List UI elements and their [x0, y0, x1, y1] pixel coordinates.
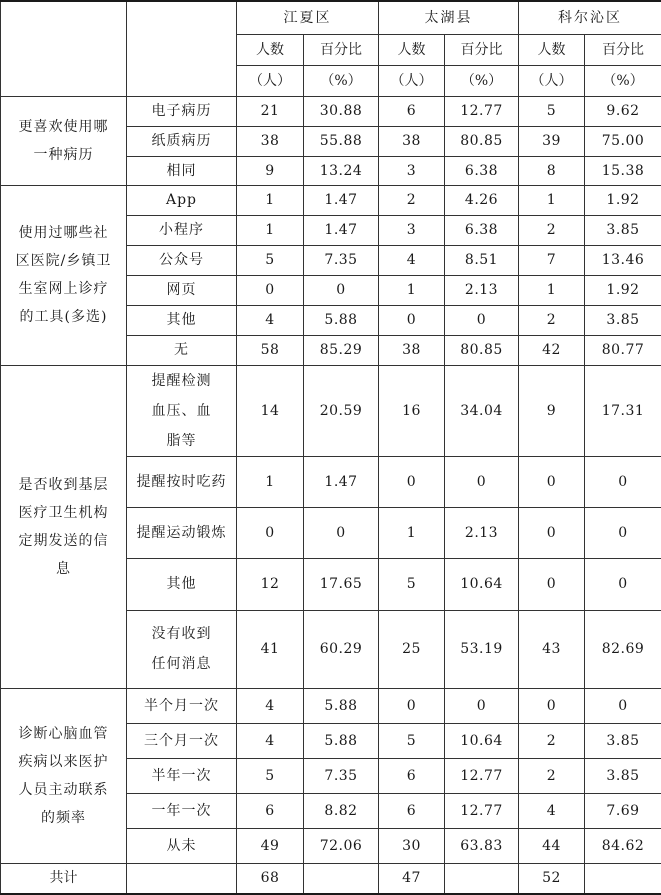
row-item-label: 半个月一次 [127, 688, 237, 723]
count-cell-jiangxia: 4 [237, 688, 304, 723]
count-header: 人数 [379, 34, 445, 65]
count-unit: （人） [237, 65, 304, 96]
group-label: 使用过哪些社区医院/乡镇卫生室网上诊疗的工具(多选) [1, 185, 127, 365]
count-cell-keerqin: 0 [519, 688, 585, 723]
row-item-label: 网页 [127, 275, 237, 305]
percent-cell-jiangxia: 7.35 [304, 758, 379, 793]
count-cell-keerqin: 7 [519, 245, 585, 275]
percent-unit: （%） [304, 65, 379, 96]
percent-cell-keerqin: 1.92 [585, 185, 661, 215]
percent-cell-keerqin: 3.85 [585, 215, 661, 245]
count-cell-taihu: 3 [379, 156, 445, 185]
percent-cell-jiangxia: 17.65 [304, 558, 379, 610]
percent-cell-keerqin: 17.31 [585, 365, 661, 456]
group-label: 诊断心脑血管疾病以来医护人员主动联系的频率 [1, 688, 127, 863]
count-cell-keerqin: 44 [519, 828, 585, 863]
count-cell-jiangxia: 0 [237, 275, 304, 305]
count-cell-keerqin: 1 [519, 185, 585, 215]
row-item-label: 其他 [127, 305, 237, 335]
count-cell-taihu: 0 [379, 688, 445, 723]
percent-cell-taihu: 12.77 [445, 758, 519, 793]
total-cell [304, 863, 379, 894]
percent-cell-taihu: 80.85 [445, 335, 519, 365]
percent-cell-keerqin: 82.69 [585, 610, 661, 688]
count-cell-taihu: 0 [379, 305, 445, 335]
count-cell-jiangxia: 1 [237, 456, 304, 507]
percent-cell-keerqin: 0 [585, 507, 661, 558]
row-item-label: 没有收到任何消息 [127, 610, 237, 688]
percent-unit: （%） [585, 65, 661, 96]
percent-cell-keerqin: 0 [585, 456, 661, 507]
percent-cell-jiangxia: 55.88 [304, 126, 379, 156]
percent-cell-taihu: 0 [445, 456, 519, 507]
percent-cell-jiangxia: 1.47 [304, 215, 379, 245]
percent-cell-taihu: 80.85 [445, 126, 519, 156]
row-item-label: 公众号 [127, 245, 237, 275]
count-cell-taihu: 0 [379, 456, 445, 507]
percent-cell-taihu: 53.19 [445, 610, 519, 688]
count-unit: （人） [379, 65, 445, 96]
total-cell [445, 863, 519, 894]
percent-cell-jiangxia: 0 [304, 507, 379, 558]
count-cell-keerqin: 42 [519, 335, 585, 365]
count-cell-taihu: 4 [379, 245, 445, 275]
percent-cell-taihu: 63.83 [445, 828, 519, 863]
percent-cell-jiangxia: 1.47 [304, 456, 379, 507]
percent-cell-jiangxia: 13.24 [304, 156, 379, 185]
percent-header: 百分比 [445, 34, 519, 65]
percent-cell-keerqin: 9.62 [585, 96, 661, 126]
percent-cell-taihu: 34.04 [445, 365, 519, 456]
row-item-label: 半年一次 [127, 758, 237, 793]
percent-cell-taihu: 12.77 [445, 96, 519, 126]
row-item-label: 提醒按时吃药 [127, 456, 237, 507]
count-cell-jiangxia: 0 [237, 507, 304, 558]
total-cell: 52 [519, 863, 585, 894]
percent-cell-taihu: 4.26 [445, 185, 519, 215]
percent-cell-jiangxia: 72.06 [304, 828, 379, 863]
count-cell-keerqin: 9 [519, 365, 585, 456]
percent-cell-taihu: 6.38 [445, 156, 519, 185]
count-cell-taihu: 16 [379, 365, 445, 456]
row-item-label: 无 [127, 335, 237, 365]
percent-cell-jiangxia: 5.88 [304, 688, 379, 723]
percent-cell-taihu: 10.64 [445, 558, 519, 610]
percent-cell-keerqin: 0 [585, 688, 661, 723]
count-cell-jiangxia: 9 [237, 156, 304, 185]
percent-cell-taihu: 2.13 [445, 275, 519, 305]
percent-header: 百分比 [585, 34, 661, 65]
region-header-jiangxia: 江夏区 [237, 1, 379, 34]
percent-cell-keerqin: 15.38 [585, 156, 661, 185]
count-cell-jiangxia: 5 [237, 245, 304, 275]
count-cell-taihu: 6 [379, 96, 445, 126]
percent-cell-jiangxia: 5.88 [304, 305, 379, 335]
percent-unit: （%） [445, 65, 519, 96]
percent-cell-jiangxia: 7.35 [304, 245, 379, 275]
percent-cell-keerqin: 7.69 [585, 793, 661, 828]
count-cell-taihu: 1 [379, 507, 445, 558]
count-cell-taihu: 2 [379, 185, 445, 215]
count-cell-keerqin: 8 [519, 156, 585, 185]
count-cell-keerqin: 2 [519, 723, 585, 758]
count-header: 人数 [237, 34, 304, 65]
percent-cell-keerqin: 3.85 [585, 305, 661, 335]
percent-cell-taihu: 8.51 [445, 245, 519, 275]
percent-header: 百分比 [304, 34, 379, 65]
percent-cell-keerqin: 0 [585, 558, 661, 610]
region-header-taihu: 太湖县 [379, 1, 519, 34]
percent-cell-jiangxia: 85.29 [304, 335, 379, 365]
percent-cell-jiangxia: 8.82 [304, 793, 379, 828]
row-item-label: 从未 [127, 828, 237, 863]
percent-cell-jiangxia: 0 [304, 275, 379, 305]
percent-cell-jiangxia: 60.29 [304, 610, 379, 688]
count-cell-jiangxia: 1 [237, 185, 304, 215]
count-cell-jiangxia: 49 [237, 828, 304, 863]
percent-cell-keerqin: 80.77 [585, 335, 661, 365]
region-header-keerqin: 科尔沁区 [519, 1, 661, 34]
count-cell-jiangxia: 14 [237, 365, 304, 456]
count-cell-taihu: 6 [379, 758, 445, 793]
percent-cell-jiangxia: 30.88 [304, 96, 379, 126]
percent-cell-keerqin: 3.85 [585, 723, 661, 758]
row-item-label: 电子病历 [127, 96, 237, 126]
percent-cell-jiangxia: 1.47 [304, 185, 379, 215]
count-cell-keerqin: 43 [519, 610, 585, 688]
percent-cell-taihu: 6.38 [445, 215, 519, 245]
row-item-label: 提醒运动锻炼 [127, 507, 237, 558]
row-item-label: 相同 [127, 156, 237, 185]
percent-cell-keerqin: 13.46 [585, 245, 661, 275]
row-item-label: 小程序 [127, 215, 237, 245]
total-cell [585, 863, 661, 894]
group-label: 更喜欢使用哪一种病历 [1, 96, 127, 185]
count-cell-keerqin: 2 [519, 305, 585, 335]
count-cell-jiangxia: 6 [237, 793, 304, 828]
count-cell-keerqin: 4 [519, 793, 585, 828]
total-cell: 68 [237, 863, 304, 894]
count-cell-jiangxia: 1 [237, 215, 304, 245]
count-cell-taihu: 1 [379, 275, 445, 305]
total-item-blank [127, 863, 237, 894]
count-cell-keerqin: 0 [519, 507, 585, 558]
percent-cell-keerqin: 3.85 [585, 758, 661, 793]
count-cell-jiangxia: 21 [237, 96, 304, 126]
group-label: 是否收到基层医疗卫生机构定期发送的信息 [1, 365, 127, 688]
count-cell-jiangxia: 4 [237, 723, 304, 758]
count-cell-keerqin: 2 [519, 758, 585, 793]
count-cell-jiangxia: 41 [237, 610, 304, 688]
count-cell-keerqin: 2 [519, 215, 585, 245]
percent-cell-keerqin: 1.92 [585, 275, 661, 305]
count-cell-taihu: 38 [379, 335, 445, 365]
count-cell-taihu: 5 [379, 558, 445, 610]
count-cell-jiangxia: 38 [237, 126, 304, 156]
row-item-label: 三个月一次 [127, 723, 237, 758]
count-cell-jiangxia: 4 [237, 305, 304, 335]
percent-cell-jiangxia: 5.88 [304, 723, 379, 758]
header-blank-item [127, 1, 237, 96]
count-cell-taihu: 38 [379, 126, 445, 156]
percent-cell-keerqin: 75.00 [585, 126, 661, 156]
row-item-label: 纸质病历 [127, 126, 237, 156]
count-cell-keerqin: 0 [519, 558, 585, 610]
count-cell-taihu: 5 [379, 723, 445, 758]
percent-cell-taihu: 12.77 [445, 793, 519, 828]
row-item-label: 一年一次 [127, 793, 237, 828]
percent-cell-jiangxia: 20.59 [304, 365, 379, 456]
count-cell-jiangxia: 58 [237, 335, 304, 365]
count-cell-keerqin: 5 [519, 96, 585, 126]
row-item-label: 其他 [127, 558, 237, 610]
count-cell-keerqin: 1 [519, 275, 585, 305]
percent-cell-taihu: 2.13 [445, 507, 519, 558]
count-cell-taihu: 3 [379, 215, 445, 245]
count-unit: （人） [519, 65, 585, 96]
count-cell-jiangxia: 12 [237, 558, 304, 610]
total-label: 共计 [1, 863, 127, 894]
row-item-label: App [127, 185, 237, 215]
count-cell-taihu: 6 [379, 793, 445, 828]
total-cell: 47 [379, 863, 445, 894]
count-cell-taihu: 25 [379, 610, 445, 688]
percent-cell-taihu: 10.64 [445, 723, 519, 758]
header-blank-group [1, 1, 127, 96]
row-item-label: 提醒检测血压、血脂等 [127, 365, 237, 456]
count-header: 人数 [519, 34, 585, 65]
percent-cell-keerqin: 84.62 [585, 828, 661, 863]
count-cell-taihu: 30 [379, 828, 445, 863]
count-cell-keerqin: 0 [519, 456, 585, 507]
count-cell-keerqin: 39 [519, 126, 585, 156]
percent-cell-taihu: 0 [445, 305, 519, 335]
percent-cell-taihu: 0 [445, 688, 519, 723]
count-cell-jiangxia: 5 [237, 758, 304, 793]
